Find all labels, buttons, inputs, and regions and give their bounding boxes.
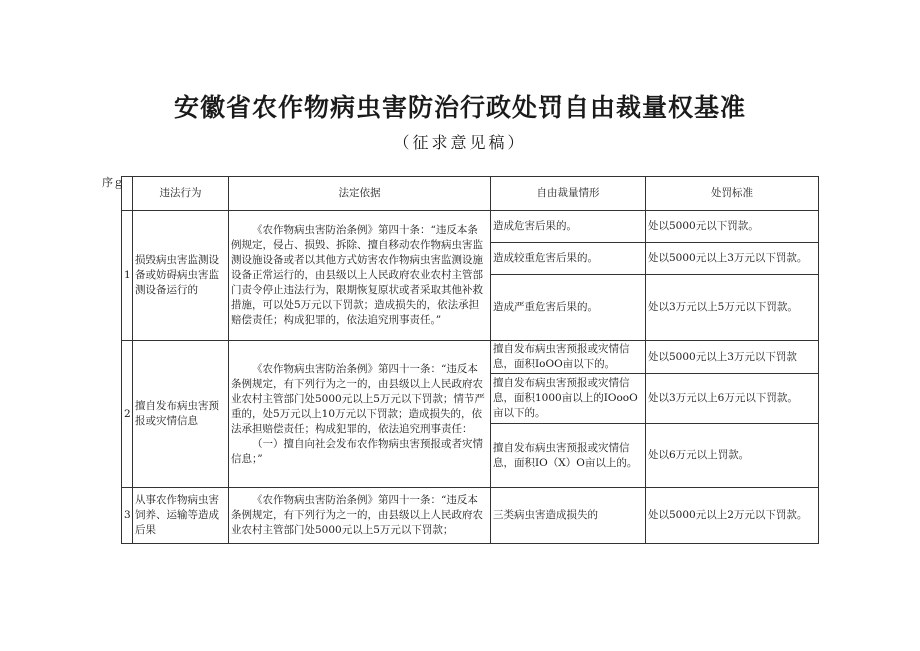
violation-cell: 损毁病虫害监测设备或妨碍病虫害监测设备运行的 bbox=[133, 211, 229, 341]
row-number: 3 bbox=[122, 488, 133, 544]
header-standard: 处罚标准 bbox=[646, 177, 819, 211]
standard-cell: 处以3万元以上5万元以下罚款。 bbox=[646, 275, 819, 341]
standard-cell: 处以5000元以上3万元以下罚款。 bbox=[646, 243, 819, 275]
header-num: 序ｇ bbox=[122, 177, 133, 211]
situation-cell: 造成危害后果的。 bbox=[491, 211, 646, 243]
situation-cell: 三类病虫害造成损失的 bbox=[491, 488, 646, 544]
row-number: 1 bbox=[122, 211, 133, 341]
header-situation: 自由裁量情形 bbox=[491, 177, 646, 211]
page-title: 安徽省农作物病虫害防治行政处罚自由裁量权基准 bbox=[173, 93, 746, 122]
violation-cell: 擅自发布病虫害预报或灾情信息 bbox=[133, 341, 229, 488]
legal-basis-paragraph: （一）擅自向社会发布农作物病虫害预报或者灾情信息；” bbox=[231, 437, 483, 465]
situation-cell: 擅自发布病虫害预报或灾情信息，面积IoOO亩以下的。 bbox=[491, 341, 646, 374]
situation-cell: 擅自发布病虫害预报或灾情信息，面积1000亩以上的IOooO亩以下的。 bbox=[491, 374, 646, 424]
standard-cell: 处以5000元以下罚款。 bbox=[646, 211, 819, 243]
legal-basis-cell: 《农作物病虫害防治条例》第四十条：“违反本条例规定，侵占、损毁、拆除、擅自移动农作物病虫害监测设施设备或者以其他方式妨害农作物病虫害监测设施设备正常运行的，由县级以上人民政府农业农村主管部门责令停止违法行为，限期恢复原状或者采取其他补救措施，可以处5万元以下罚款；造成损失的，依法承担赔偿责任；构成犯罪的，依法追究刑事责任。” bbox=[229, 211, 491, 341]
table-row bbox=[122, 211, 819, 243]
table-header-row bbox=[122, 177, 819, 211]
row-number: 2 bbox=[122, 341, 133, 488]
header-act: 违法行为 bbox=[133, 177, 229, 211]
header-basis: 法定依据 bbox=[229, 177, 491, 211]
page-subtitle: （征求意见稿） bbox=[393, 133, 527, 152]
standard-cell: 处以3万元以上6万元以下罚款。 bbox=[646, 374, 819, 424]
situation-cell: 擅自发布病虫害预报或灾情信息，面积IO（X）O亩以上的。 bbox=[491, 424, 646, 488]
violation-cell: 从事农作物病虫害饲养、运输等造成后果 bbox=[133, 488, 229, 544]
standard-cell: 处以6万元以上罚款。 bbox=[646, 424, 819, 488]
standard-cell: 处以5000元以上3万元以下罚款 bbox=[646, 341, 819, 374]
table-row bbox=[122, 341, 819, 374]
situation-cell: 造成较重危害后果的。 bbox=[491, 243, 646, 275]
situation-cell: 造成严重危害后果的。 bbox=[491, 275, 646, 341]
legal-basis-cell: 《农作物病虫害防治条例》第四十一条：“违反本条例规定，有下列行为之一的，由县级以上人民政府农业农村主管部门处5000元以上5万元以下罚款； bbox=[229, 488, 491, 544]
standard-cell: 处以5000元以上2万元以下罚款。 bbox=[646, 488, 819, 544]
penalty-table bbox=[102, 176, 819, 544]
table-row bbox=[122, 488, 819, 544]
legal-basis-cell bbox=[229, 341, 491, 488]
legal-basis-paragraph: 《农作物病虫害防治条例》第四十一条：“违反本条例规定，有下列行为之一的，由县级以上人民政府农业农村主管部门处5000元以上5万元以下罚款；情节严重的，处5万元以上10万元以下罚款；造成损失的，依法承担赔偿责任；构成犯罪的，依法追究刑事责任： bbox=[231, 362, 485, 435]
